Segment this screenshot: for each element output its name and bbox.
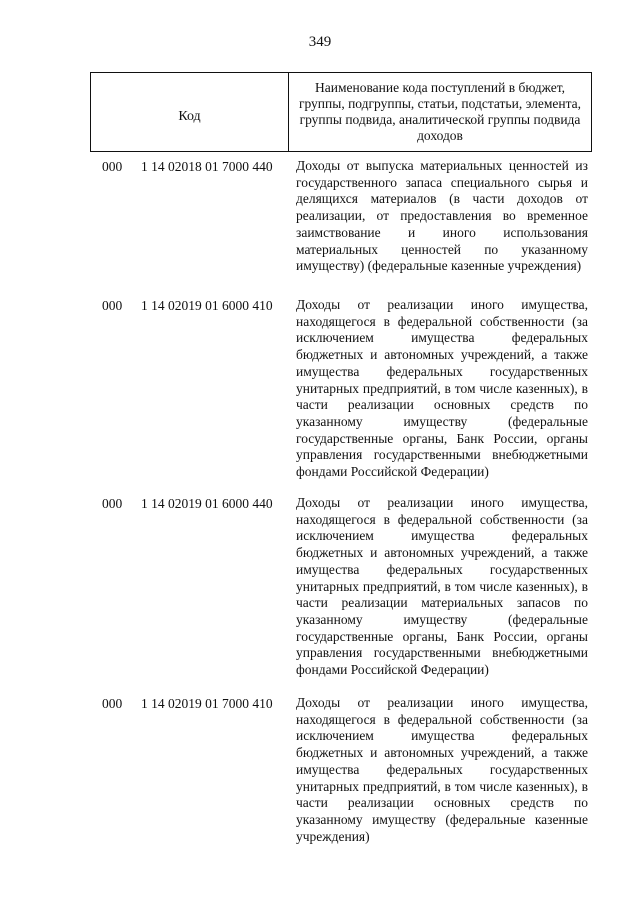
header-code-column (91, 73, 289, 151)
admin-code: 000 (102, 696, 123, 711)
revenue-code: 1 14 02019 01 6000 410 (141, 298, 273, 313)
revenue-code: 1 14 02019 01 7000 410 (141, 696, 273, 711)
admin-code: 000 (102, 496, 123, 511)
revenue-code: 1 14 02018 01 7000 440 (141, 159, 273, 174)
header-code-label: Код (178, 109, 201, 124)
revenue-description: Доходы от реализации иного имущества, находящегося в федеральной собственности (за исключением имущества федеральных бюджетных и автономных учреждений, а также имущества федеральных государственных унитарных предприятий, в том числе казенных), в части реализации основных средств по указанному имуществу (федеральные казенные учреждения) (296, 695, 588, 844)
admin-code: 000 (102, 298, 123, 313)
revenue-description: Доходы от реализации иного имущества, находящегося в федеральной собственности (за исключением имущества федеральных бюджетных и автономных учреждений, а также имущества федеральных государственных унитарных предприятий, в том числе казенных), в части реализации основных средств по указанному имуществу (федеральные государственные органы, Банк России, органы управления государственными внебюджетными фондами Российской Федерации) (296, 297, 588, 480)
header-name-label: Наименование кода поступлений в бюджет, группы, подгруппы, статьи, подстатьи, элемента, группы подвида, аналитической группы подвида доходов (298, 80, 582, 143)
revenue-description: Доходы от реализации иного имущества, находящегося в федеральной собственности (за исключением имущества федеральных бюджетных и автономных учреждений, а также имущества федеральных государственных унитарных предприятий, в том числе казенных), в части реализации материальных запасов по указанному имуществу (федеральные государственные органы, Банк России, органы управления государственными внебюджетными фондами Российской Федерации) (296, 495, 588, 678)
admin-code: 000 (102, 159, 123, 174)
table-header (90, 72, 592, 152)
page-number: 349 (308, 34, 332, 50)
revenue-description: Доходы от выпуска материальных ценностей из государственного запаса специального сырья и делящихся материалов (в части доходов от реализации, от предоставления во временное заимствование и иного использования материальных ценностей по указанному имуществу) (федеральные казенные учреждения) (296, 158, 588, 274)
header-name-column (289, 73, 591, 151)
revenue-code: 1 14 02019 01 6000 440 (141, 496, 273, 511)
